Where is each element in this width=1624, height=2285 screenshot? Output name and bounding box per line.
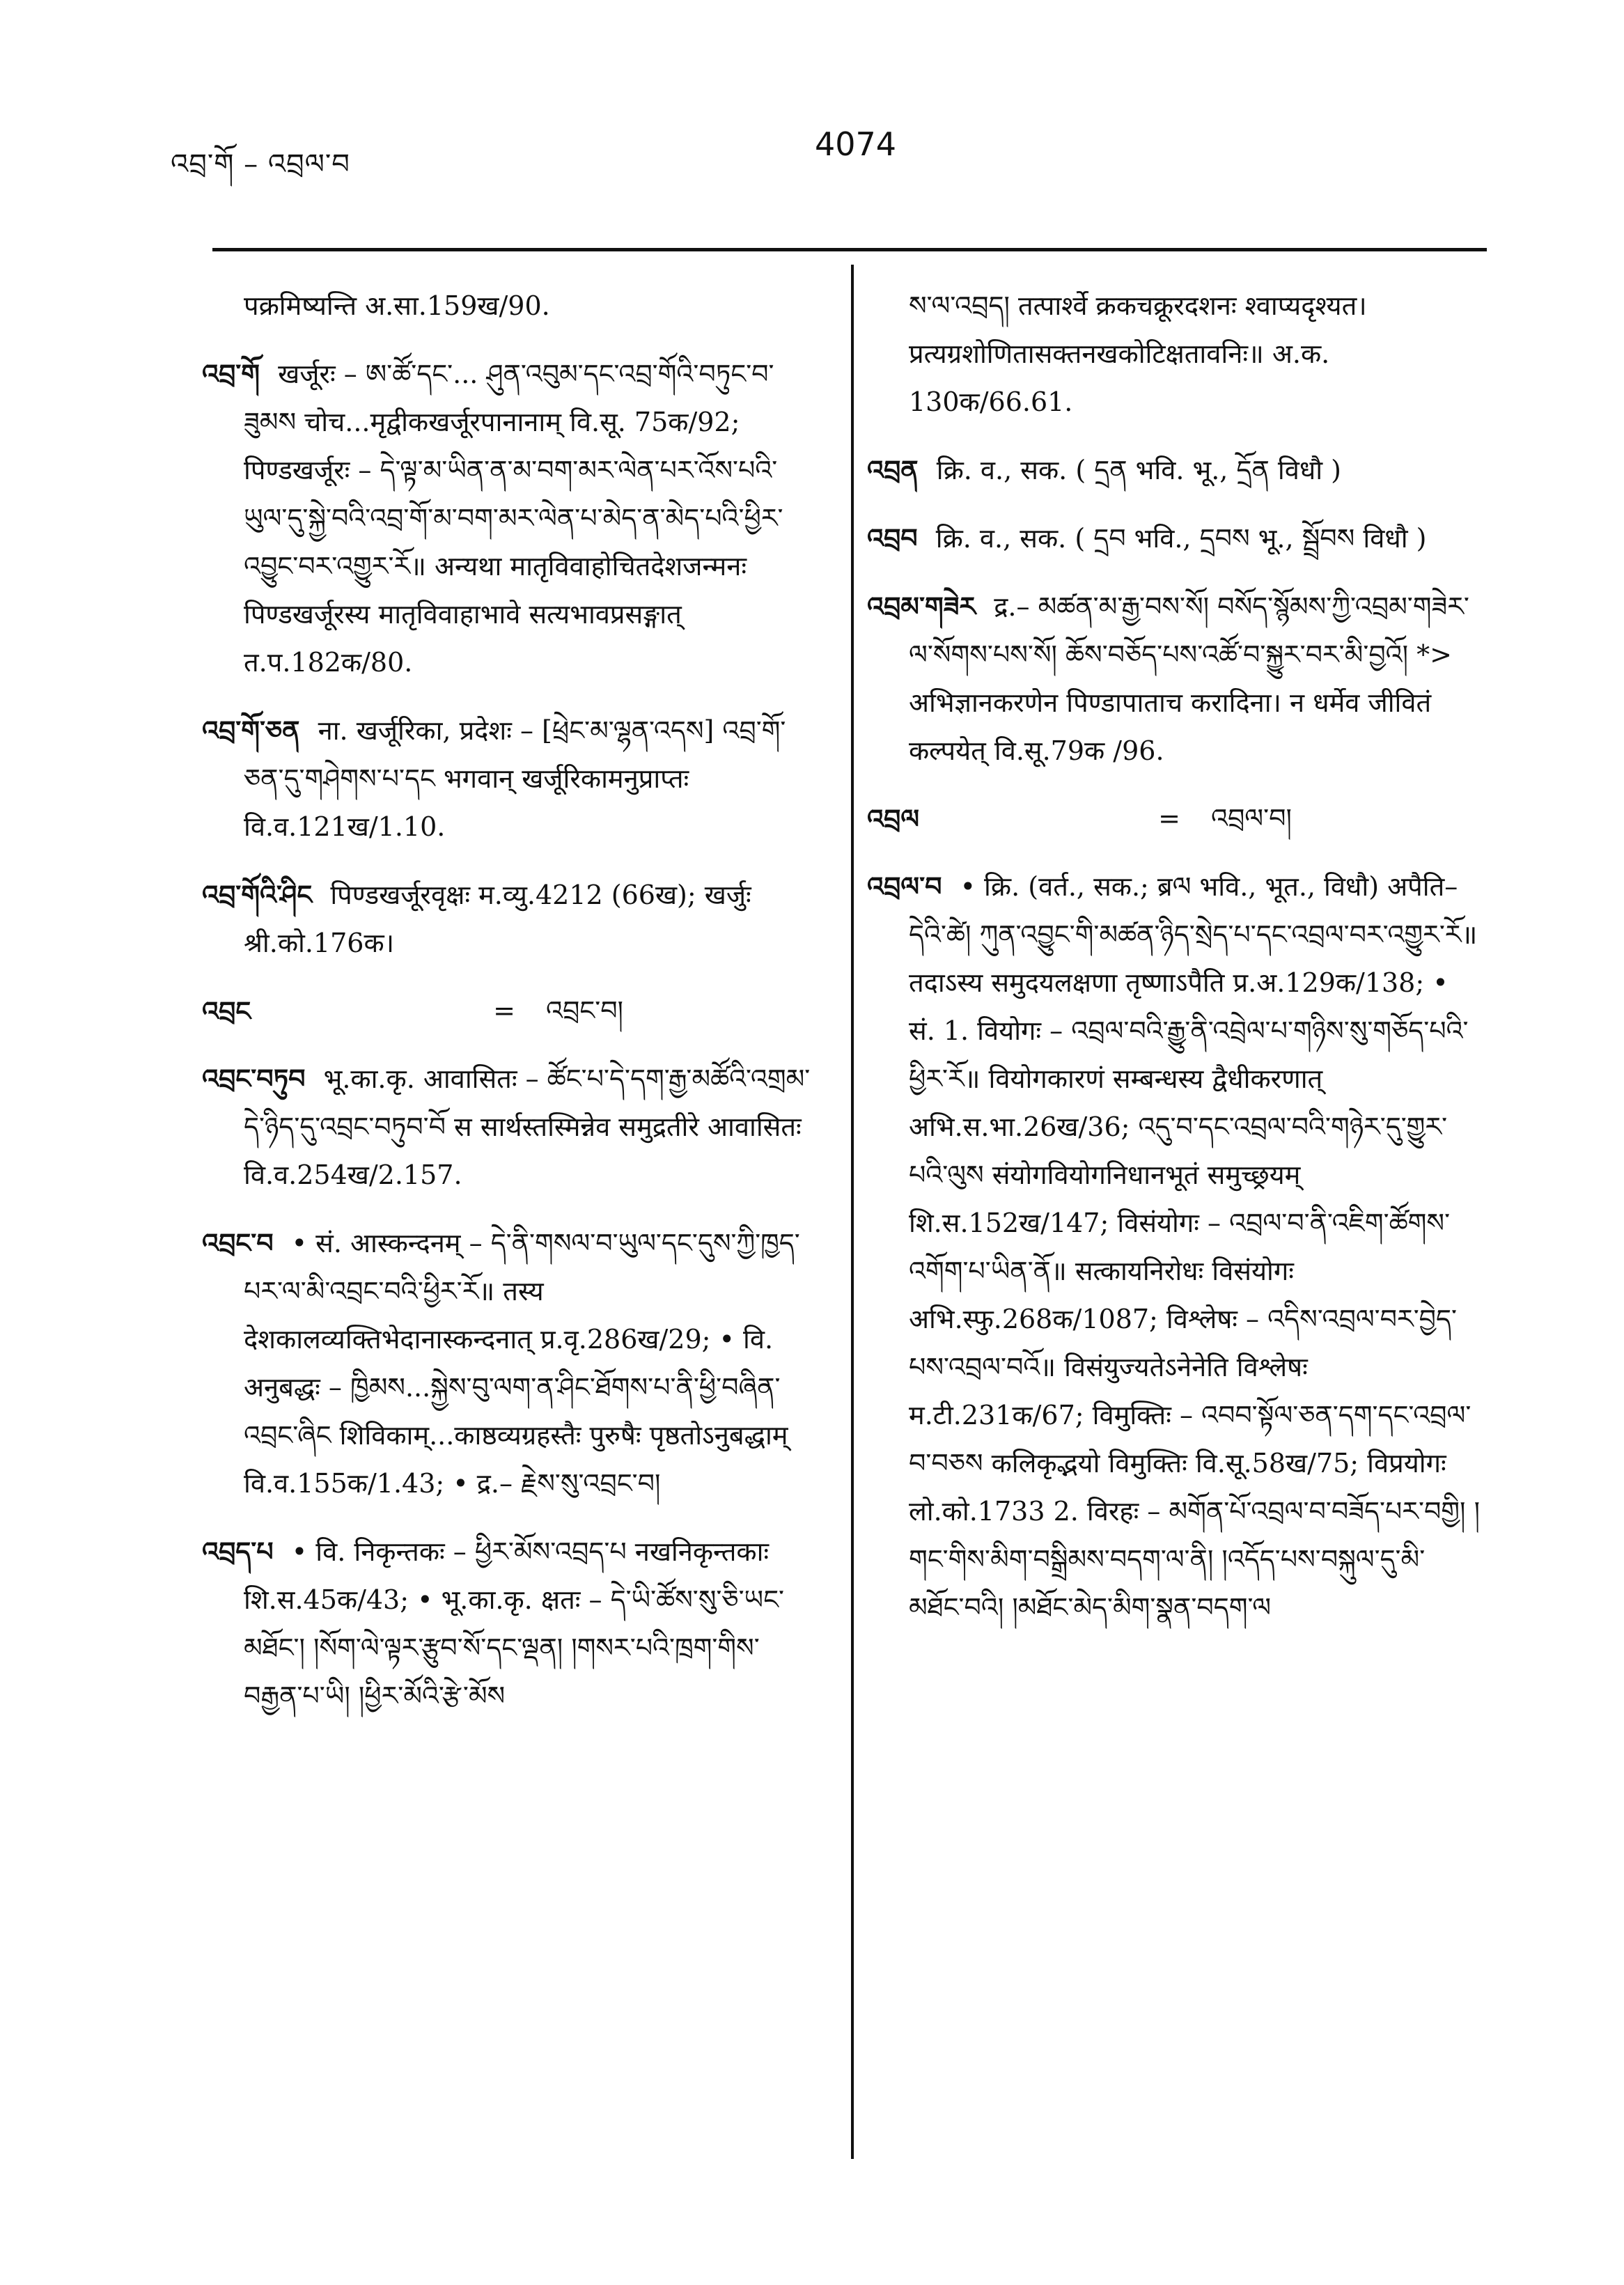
dictionary-entry xyxy=(202,1527,815,1720)
entry-text: क्रि. व., सक. ( དྲབ भवि., དྲབས भू., སྦྲོབས विधौ ) xyxy=(935,523,1427,554)
entry-text: पक्रमिष्यन्ति अ.सा.159ख/90. xyxy=(244,290,550,321)
cross-reference-target: འབྲལ་བ། xyxy=(1211,803,1292,834)
dictionary-entry xyxy=(202,1219,815,1508)
entry-headword: འབྲ་གོ xyxy=(202,358,260,389)
dictionary-entry xyxy=(867,282,1480,426)
entry-headword: འབྲང་བ xyxy=(202,1227,274,1258)
entry-text: • क्रि. (वर्त., सक.; ब्रལ भवि., भूत., विधौ) अपैति–དེའི་ཚེ། ཀུན་འབྱུང་གི་མཚན་ཉིད་སྲེད་པ་དང་འབྲལ་བར་འགྱུར་རོ॥ तदाऽस्य समुदयलक्षणा तृष्णाऽपैति प्र.अ.129क/138; • सं. 1. वियोगः – འབྲལ་བའི་རྒྱུ་ནི་འབྲེལ་པ་གཉིས་སུ་གཅོད་པའི་ཕྱིར་རོ॥ वियोगकारणं सम्बन्धस्य द्वैधीकरणात् अभि.स.भा.26ख/36; འདུ་བ་དང་འབྲལ་བའི་གཉེར་དུ་གྱུར་པའི་ལུས संयोगवियोगनिधानभूतं समुच्छ्रयम् शि.स.152ख/147; विसंयोगः – འབྲལ་བ་ནི་འཇིག་ཚོགས་འགོག་པ་ཡིན་ནོ॥ सत्कायनिरोधः विसंयोगः अभि.स्फु.268क/1087; विश्लेषः – འདིས་འབྲལ་བར་བྱེད་པས་འབྲལ་བའོ॥ विसंयुज्यतेऽनेनेति विश्लेषः म.टी.231क/67; विमुक्तिः – འབབ་སྟོལ་ཅན་དག་དང་འབྲལ་བ་བཅས कलिकृद्भयो विमुक्तिः वि.सू.58ख/75; विप्रयोगः लो.को.1733 2. विरहः – མགོན་པོ་འབྲལ་བ་བཟོད་པར་བགྱི། །གང་གིས་མིག་བསྒྲིམས་བདག་ལ་ནི། །འདོད་པས་བསྐུལ་དུ་མི་མཐོང་བའི། །མཐོང་མེད་མིག་སྣན་བདག་ལ xyxy=(909,871,1481,1623)
cross-reference-target: འབྲང་བ། xyxy=(546,995,623,1026)
entry-text: • वि. निकृन्तकः – ཕྱིར་མོས་འབྲད་པ नखनिकृन्तकाः शि.स.45क/43; • भू.का.कृ. क्षतः – དེ་ཡི་ཚོས་སུ་ཅི་ཡང་མཐོང་། །སོག་ལེ་ལྟར་རྩུབ་སོ་དང་ལྡན། །གསར་པའི་ཁྲག་གིས་བརྒྱན་པ་ཡི། །ཕྱིར་མོའི་རྩེ་མོས xyxy=(244,1536,785,1711)
entry-headword: འབྲབ xyxy=(867,522,918,554)
equals-sign: = xyxy=(1158,803,1180,834)
entry-headword: འབྲ་གོའི་ཤིང xyxy=(202,879,313,910)
entry-headword: འབྲམ་གཟེར xyxy=(867,591,976,622)
entry-headword: འབྲན xyxy=(867,454,919,485)
dictionary-entry xyxy=(202,282,815,330)
running-head: འབྲ་གོ – འབྲལ་བ xyxy=(171,148,350,180)
dictionary-entry xyxy=(867,446,1480,494)
entry-text: ས་ལ་འབྲད། तत्पार्श्वे क्रकचक्रूरदशनः श्वाप्यदृश्यत। प्रत्यग्रशोणितासक्तनखकोटिक्षतावनिः॥ अ.क. 130क/66.61. xyxy=(909,290,1367,417)
equals-sign: = xyxy=(493,995,515,1026)
page-number: 4074 xyxy=(815,125,897,163)
dictionary-entry xyxy=(202,350,815,687)
header-rule xyxy=(212,248,1487,251)
entry-text: • सं. आस्कन्दनम् – དེ་ནི་གསལ་བ་ཡུལ་དང་དུས་ཀྱི་ཁྱད་པར་ལ་མི་འབྲང་བའི་ཕྱིར་རོ॥ तस्य देशकालव्यक्तिभेदानास्कन्दनात् प्र.वृ.286ख/29; • वि. अनुबद्धः – ཁྱིམས...སྐྱེས་བུ་ལག་ན་ཤིང་ཐོགས་པ་ནི་ཕྱི་བཞིན་འབྲང་ཞིང शिविकाम्...काष्ठव्यग्रहस्तैः पुरुषैः पृष्ठतोऽनुबद्धाम् वि.व.155क/1.43; • द्र.– རྗེས་སུ་འབྲང་བ། xyxy=(244,1228,800,1499)
dictionary-entry xyxy=(867,514,1480,563)
entry-headword: འབྲ་གོ་ཅན xyxy=(202,715,300,746)
entry-text: खर्जूरः – ཨ་ཚོ་དང་... ཤུན་འབུམ་དང་འབྲ་གོའི་བཏུང་བ་ཟུམས चोच...मृद्वीकखर्जूरपानानाम् वि.सू. 75क/92; पिण्डखर्जूरः – དེ་ལྟ་མ་ཡིན་ན་མ་བག་མར་ལེན་པར་འོས་པའི་ཡུལ་དུ་སྐྱེ་བའི་འབྲ་གོ་མ་བག་མར་ལེན་པ་མེད་ན་མེད་པའི་ཕྱིར་འབྱུང་བར་འགྱུར་རོ॥ अन्यथा मातृविवाहोचितदेशजन्मनः पिण्डखर्जूरस्य मातृविवाहाभावे सत्यभावप्रसङ्गात् त.प.182क/80. xyxy=(244,359,783,678)
dictionary-entry xyxy=(867,862,1480,1632)
entry-headword: འབྲལ xyxy=(867,803,920,834)
entry-text: भू.का.कृ. आवासितः – ཚོང་པ་དེ་དག་རྒྱ་མཚོའི་འགྲམ་དེ་ཉིད་དུ་འབྲང་བཏུབ་བོ स सार्थस्तस्मिन्नेव समुद्रतीरे आवासितः वि.व.254ख/2.157. xyxy=(244,1063,811,1190)
entry-headword: འབྲད་པ xyxy=(202,1536,274,1567)
dictionary-entry xyxy=(202,1054,815,1199)
entry-headword: འབྲང་བཏུབ xyxy=(202,1063,306,1094)
dictionary-entry xyxy=(202,871,815,967)
left-column xyxy=(202,282,815,1740)
entry-text: ना. खर्जूरिका, प्रदेशः – [ཕྲེང་མ་ལྷན་འདས] འབྲ་གོ་ཅན་དུ་གཤེགས་པ་དང भगवान् खर्जूरिकामनुप्राप्तः वि.व.121ख/1.10. xyxy=(244,715,786,842)
right-column xyxy=(867,282,1480,1651)
entry-text: पिण्डखर्जूरवृक्षः म.व्यु.4212 (66ख); खर्जुः श्री.को.176क। xyxy=(244,880,751,958)
entry-headword: འབྲལ་བ xyxy=(867,871,942,902)
dictionary-entry xyxy=(867,582,1480,775)
entry-text: द्र.– མཚན་མ་རྒྱ་བས་སོ། བསོད་སྙོམས་ཀྱི་འབྲམ་གཟེར་ལ་སོགས་པས་སོ། ཆོས་བཅོད་པས་འཚོ་བ་སྐྱུར་བར་མི་བྱའོ། *> अभिज्ञानकरणेन पिण्डापाताच करादिना। न धर्मेव जीवितं कल्पयेत् वि.सू.79क /96. xyxy=(909,591,1469,766)
dictionary-entry xyxy=(202,706,815,851)
entry-headword: འབྲང xyxy=(202,995,251,1027)
cross-reference-entry xyxy=(202,987,815,1035)
cross-reference-entry xyxy=(867,795,1480,843)
column-divider xyxy=(851,265,854,2159)
entry-text: क्रि. व., सक. ( དྲན भवि. भू., དྲོན विधौ ) xyxy=(936,455,1341,485)
